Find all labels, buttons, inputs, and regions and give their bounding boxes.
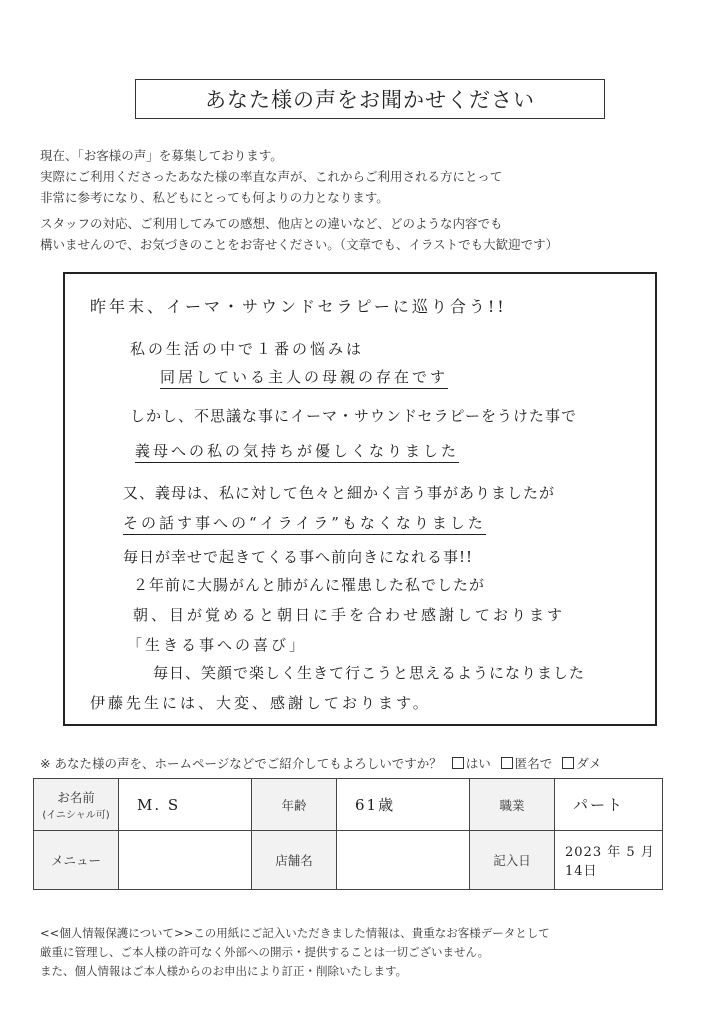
intro-line: 構いませんので、お気づきのことをお寄せください。（文章でも、イラストでも大歓迎です） [40, 237, 559, 252]
intro-line: 非常に参考になり、私どもにとっても何よりの力となります。 [40, 190, 389, 205]
handwritten-line: 義母への私の気持ちが優しくなりました [135, 440, 459, 461]
intro-line: スタッフの対応、ご利用してみての感想、他店との違いなど、どのような内容でも [40, 216, 503, 231]
consent-question [40, 754, 601, 772]
consent-option-no: ダメ [576, 756, 602, 771]
consent-question-text: ※ あなた様の声を、ホームページなどでご紹介してもよろしいですか？ [40, 756, 442, 771]
menu-label: メニュー [34, 831, 119, 890]
handwritten-line: しかし、不思議な事にイーマ・サウンドセラピーをうけた事で [130, 407, 577, 425]
handwritten-line: 昨年末、イーマ・サウンドセラピーに巡り合う!! [90, 297, 507, 316]
handwritten-comment-box [63, 272, 657, 726]
date-label: 記入日 [470, 831, 555, 890]
date-field[interactable]: 2023 年 5 月 14日 [555, 831, 663, 890]
job-label: 職業 [470, 779, 555, 831]
handwritten-line: 毎日が幸せで起きてくる事へ前向きになれる事!! [123, 548, 474, 566]
privacy-notice [40, 924, 550, 981]
handwritten-line: 伊藤先生には、大変、感謝しております。 [90, 694, 431, 712]
handwritten-line: 朝、目が覚めると朝日に手を合わせ感謝しております [133, 606, 566, 624]
page-title: あなた様の声をお聞かせください [135, 79, 605, 119]
privacy-line: 厳重に管理し、ご本人様の許可なく外部への開示・提供することは一切ございません。 [40, 945, 490, 959]
handwritten-line: 「生きる事への喜び」 [127, 636, 308, 654]
customer-info-table [33, 778, 663, 890]
menu-field[interactable] [119, 831, 252, 890]
job-field[interactable]: パート [555, 779, 663, 831]
handwritten-line: ２年前に大腸がんと肺がんに罹患した私でしたが [133, 576, 486, 594]
intro-paragraph-1 [40, 145, 690, 208]
handwritten-line: 同居している主人の母親の存在です [160, 366, 448, 387]
store-field[interactable] [337, 831, 470, 890]
privacy-line: また、個人情報はご本人様からのお申出により訂正・削除いたします。 [40, 964, 408, 978]
name-label: お名前 (イニシャル可) [34, 779, 119, 831]
consent-option-yes: はい [465, 756, 491, 771]
checkbox-yes[interactable] [452, 757, 464, 769]
intro-line: 現在、「お客様の声」を募集しております。 [40, 148, 283, 163]
checkbox-no[interactable] [562, 757, 574, 769]
handwritten-line: 毎日、笑顔で楽しく生きて行こうと思えるようになりました [153, 664, 586, 682]
intro-line: 実際にご利用くださったあなた様の率直な声が、これからご利用される方にとって [40, 169, 503, 184]
handwritten-line: 又、義母は、私に対して色々と細かく言う事がありましたが [123, 484, 556, 502]
checkbox-anonymous[interactable] [501, 757, 513, 769]
handwritten-line: その話す事への“イライラ”もなくなりました [123, 512, 486, 533]
privacy-line: <<個人情報保護について>>この用紙にご記入いただきました情報は、貴重なお客様データとして [40, 926, 550, 940]
name-sub-label: (イニシャル可) [42, 810, 110, 822]
intro-paragraph-2 [40, 213, 690, 255]
name-field[interactable]: M. S [119, 779, 252, 831]
store-label: 店舗名 [252, 831, 337, 890]
handwritten-line: 私の生活の中で１番の悩みは [130, 340, 365, 358]
age-field[interactable]: 61歳 [337, 779, 470, 831]
consent-option-anonymous: 匿名で [514, 756, 553, 771]
age-label: 年齢 [252, 779, 337, 831]
